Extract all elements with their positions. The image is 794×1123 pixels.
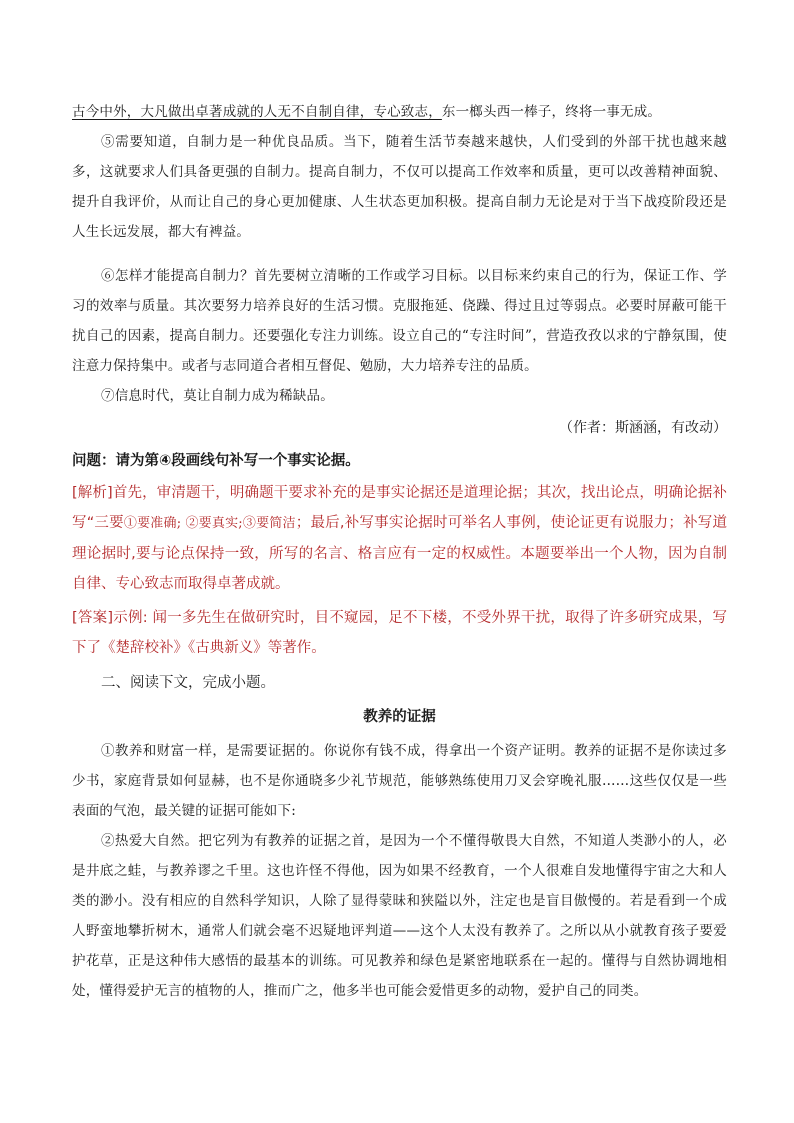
answer-block <box>72 603 727 663</box>
author-credit: （作者：斯涵涵，有改动） <box>559 420 727 436</box>
answer-label: [答案] <box>72 610 114 626</box>
paragraph-4-rest: 东一榔头西一棒子，终将一事无成。 <box>441 104 662 120</box>
analysis-three-requirements: ①要准确; ②要真实;③要简洁 <box>123 516 296 531</box>
question-line: 问题：请为第④段画线句补写一个事实论据。 <box>72 453 360 469</box>
paragraph-4-end <box>72 97 727 127</box>
paragraph-6: ⑥怎样才能提高自制力？首先要树立清晰的工作或学习目标。以目标来约束自己的行为，保证工作、学习的效率与质量。其次要努力培养良好的生活习惯。克服拖延、侥躁、得过且过等弱点。必要时屏蔽可能干扰自己的因素，提高自制力。还要强化专注力训练。设立自己的“专注时间”，营造孜孜以求的宁静氛围，使注意力保持集中。或者与志同道合者相互督促、勉励，大力培养专注的品质。 <box>72 268 727 374</box>
essay-title: 教养的证据 <box>363 709 436 725</box>
section-heading: 二、阅读下文，完成小题。 <box>101 675 275 691</box>
underlined-sentence: 古今中外，大凡做出卓著成就的人无不自制自律，专心致志， <box>72 104 442 120</box>
analysis-text-2: ；最后,补写事实论据时可举名人事例，使论证更有说服力；补写道理论据时,要与论点保持一致，所写的名言、格言应有一定的权威性。本题要举出一个人物，因为自制自律、专心致志而取得卓著成就。 <box>72 515 728 592</box>
analysis-label: [解析] <box>72 485 113 501</box>
paragraph-5: ⑤需要知道，自制力是一种优良品质。当下，随着生活节奏越来越快，人们受到的外部干扰也越来越多，这就要求人们具备更强的自制力。提高自制力，不仅可以提高工作效率和质量，更可以改善精神面貌、提升自我评价，从而让自己的身心更加健康、人生状态更加积极。提高自制力无论是对于当下战疫阶段还是人生长远发展，都大有裨益。 <box>72 134 727 240</box>
analysis-block <box>72 478 727 599</box>
essay-paragraph-1: ①教养和财富一样，是需要证据的。你说你有钱不成，得拿出一个资产证明。教养的证据不是你读过多少书，家庭背景如何显赫，也不是你通晓多少礼节规范，能够熟练使用刀叉会穿晚礼服……这些仅仅是一些表面的气泡，最关键的证据可能如下: <box>72 743 727 819</box>
paragraph-7: ⑦信息时代，莫让自制力成为稀缺品。 <box>101 388 334 404</box>
essay-paragraph-2: ②热爱大自然。把它列为有教养的证据之首，是因为一个不懂得敬畏大自然，不知道人类渺小的人，必是井底之蛙，与教养谬之千里。这也许怪不得他，因为如果不经教育，一个人很难自发地懂得宇宙之大和人类的渺小。没有相应的自然科学知识，人除了显得蒙昧和狭隘以外，注定也是盲目傲慢的。若是看到一个成人野蛮地攀折树木，通常人们就会毫不迟疑地评判道——这个人太没有教养了。之所以从小就教育孩子要爱护花草，正是这种伟大感悟的最基本的训练。可见教养和绿色是紧密地联系在一起的。懂得与自然协调地相处，懂得爱护无言的植物的人，推而广之，他多半也可能会爱惜更多的动物，爱护自己的同类。 <box>72 833 727 999</box>
answer-text: 示例: 闻一多先生在做研究时，目不窥园，足不下楼，不受外界干扰，取得了许多研究成果，写下了《楚辞校补》《古典新义》等著作。 <box>72 610 727 656</box>
analysis-text-1: 首先，审清题干，明确题干要求补充的是事实论据还是道理论据；其次，找出论点，明确论据补写“三要 <box>72 485 727 531</box>
